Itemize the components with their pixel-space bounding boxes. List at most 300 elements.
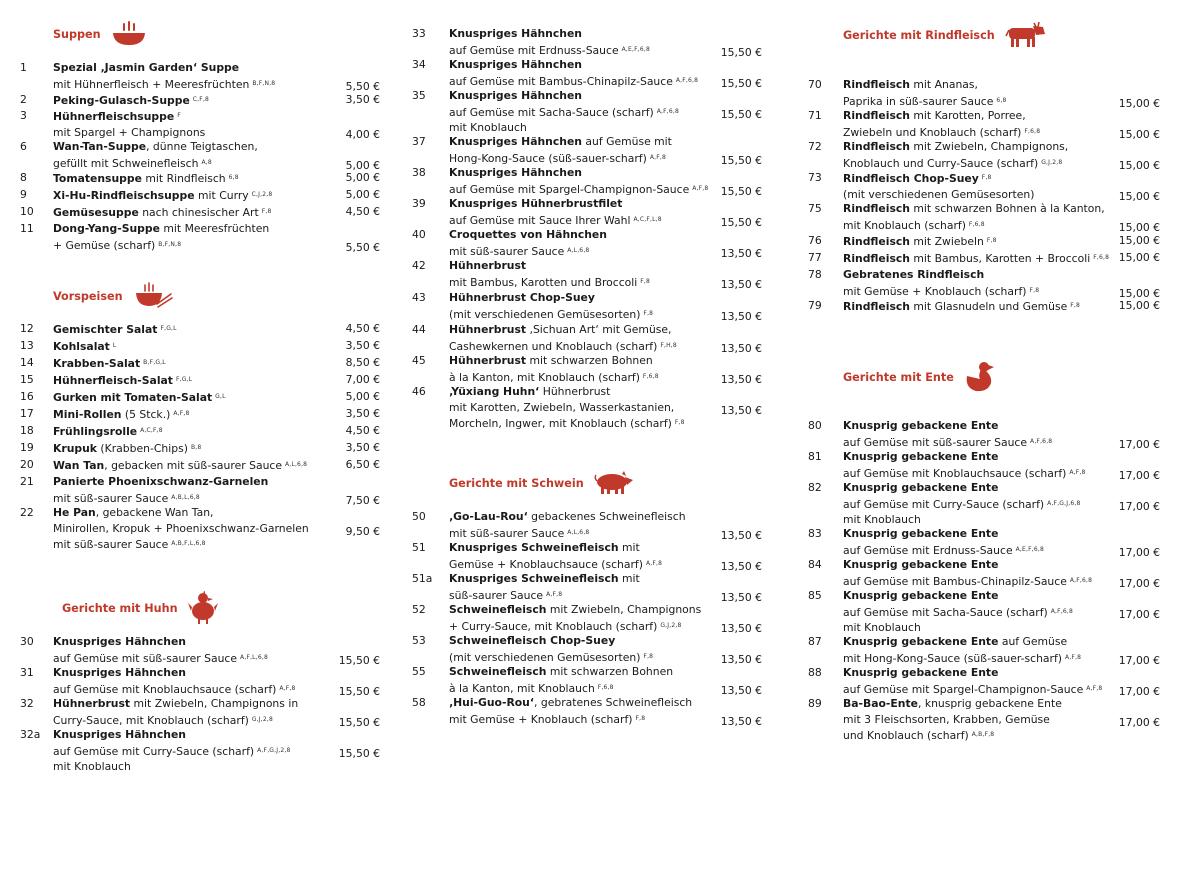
- item-text: Knoblauch und Curry-Sauce (scharf): [843, 156, 1039, 170]
- item-name: Rindfleisch: [843, 235, 910, 248]
- menu-item: [412, 258, 762, 289]
- description-line: [53, 204, 323, 221]
- item-price: 13,50 €: [720, 246, 762, 260]
- item-text: auf Gemüse mit Spargel-Champignon-Sauce: [843, 682, 1084, 696]
- item-text: mit Meeresfrüchten: [159, 222, 270, 235]
- item-number: 21: [20, 475, 34, 488]
- item-price: 13,50 €: [720, 403, 762, 417]
- item-text: mit Zwiebeln, Champignons in: [130, 697, 299, 710]
- allergen-codes: F,8: [640, 277, 651, 285]
- description-line: [449, 400, 713, 416]
- menu-item: [808, 526, 1160, 557]
- item-name: ‚Hui-Guo-Rou‘: [449, 696, 534, 709]
- item-price: 15,50 €: [338, 746, 380, 760]
- menu-item: [412, 509, 762, 540]
- item-description: [843, 170, 1097, 202]
- item-description: [449, 540, 713, 572]
- item-text: auf Gemüse mit Sauce Ihrer Wahl: [449, 213, 631, 227]
- description-line: [53, 665, 323, 681]
- description-line: [843, 201, 1105, 217]
- menu-item: [20, 727, 380, 774]
- item-text: mit Gemüse + Knoblauch (scharf): [449, 712, 633, 726]
- description-line: [843, 465, 1097, 482]
- menu-item: [20, 170, 380, 186]
- item-text: mit Bambus, Karotten und Broccoli: [449, 275, 638, 289]
- description-line: [53, 187, 323, 204]
- menu-item: [20, 406, 380, 422]
- menu-item: [808, 170, 1160, 201]
- item-text: mit Knoblauch: [843, 513, 921, 527]
- menu-item: [412, 196, 762, 227]
- description-line: [449, 618, 713, 635]
- description-line: [843, 250, 1110, 267]
- section-header-rindfleisch: [808, 20, 1160, 50]
- allergen-codes: G,L: [215, 393, 226, 400]
- section-title: Gerichte mit Rindfleisch: [843, 28, 995, 42]
- menu-item: [20, 696, 380, 727]
- menu-item: [808, 449, 1160, 480]
- menu-item: [20, 108, 380, 139]
- description-line: [53, 505, 323, 521]
- allergen-codes: F,8: [1070, 302, 1081, 309]
- menu-item: [412, 57, 762, 88]
- description-line: [53, 389, 323, 406]
- item-number: 45: [412, 354, 426, 367]
- item-price: 17,00 €: [1118, 715, 1160, 729]
- item-name: Hühnerfleisch-Salat: [53, 374, 173, 387]
- allergen-codes: 6,8: [228, 174, 239, 181]
- menu-item: [412, 353, 762, 384]
- description-line: [53, 712, 323, 729]
- item-number: 3: [20, 109, 27, 122]
- description-line: [53, 759, 323, 775]
- description-line: [449, 258, 713, 274]
- item-description: [843, 77, 1097, 109]
- description-line: [53, 681, 323, 698]
- description-line: [53, 76, 323, 93]
- item-price: 3,50 €: [345, 93, 380, 106]
- item-description: [843, 139, 1097, 171]
- description-line: [449, 680, 713, 697]
- item-text: mit Knoblauch (scharf): [843, 218, 966, 232]
- menu-item: [808, 108, 1160, 139]
- item-name: Panierte Phoenixschwanz-Garnelen: [53, 475, 269, 488]
- item-number: 88: [808, 666, 822, 679]
- item-text: mit schwarzen Bohnen: [526, 354, 653, 367]
- description-line: [53, 474, 323, 490]
- allergen-codes: F,8: [643, 652, 654, 660]
- item-price: 13,50 €: [720, 652, 762, 666]
- chicken-icon: [188, 591, 218, 625]
- description-line: [449, 587, 713, 604]
- item-price: 15,00 €: [1118, 189, 1160, 203]
- item-text: auf Gemüse mit Knoblauchsauce (scharf): [843, 466, 1067, 480]
- item-description: [843, 588, 1097, 636]
- item-price: 5,50 €: [345, 240, 380, 254]
- item-name: Knusprig gebackene Ente: [843, 666, 999, 679]
- item-name: Knuspriges Hähnchen: [449, 89, 582, 102]
- item-number: 19: [20, 441, 34, 454]
- item-price: 13,50 €: [720, 559, 762, 573]
- allergen-codes: A,F,8: [1069, 468, 1086, 476]
- item-number: 85: [808, 589, 822, 602]
- description-line: [843, 712, 1097, 728]
- item-description: [843, 298, 1097, 315]
- item-text: Paprika in süß-saurer Sauce: [843, 94, 994, 108]
- item-number: 22: [20, 506, 34, 519]
- allergen-codes: A,L,6,8: [567, 528, 590, 536]
- item-description: [53, 457, 323, 474]
- description-line: [449, 540, 713, 556]
- menu-column-3: [808, 0, 1160, 872]
- item-number: 31: [20, 666, 34, 679]
- item-price: 8,50 €: [345, 356, 380, 369]
- menu-item: [412, 227, 762, 258]
- item-name: Krupuk: [53, 442, 97, 455]
- item-text: mit Karotten, Zwiebeln, Wasserkastanien,: [449, 400, 675, 414]
- item-text: , dünne Teigtaschen,: [146, 140, 258, 153]
- item-number: 43: [412, 291, 426, 304]
- item-description: [53, 204, 323, 221]
- menu-item: [412, 88, 762, 135]
- item-number: 46: [412, 385, 426, 398]
- item-description: [843, 449, 1097, 481]
- allergen-codes: A,B,F,8: [971, 731, 995, 739]
- allergen-codes: A,C,F,L,8: [633, 215, 662, 223]
- allergen-codes: A,F,6,8: [675, 76, 699, 84]
- description-line: [53, 92, 323, 109]
- allergen-codes: F,6,8: [597, 683, 614, 691]
- item-price: 17,00 €: [1118, 499, 1160, 513]
- menu-item: [808, 634, 1160, 665]
- menu-column-2: [412, 0, 762, 872]
- item-price: 15,50 €: [338, 684, 380, 698]
- item-description: [843, 250, 1110, 267]
- description-line: [53, 423, 323, 440]
- description-line: [449, 134, 713, 150]
- item-text: mit Rindfleisch: [141, 172, 226, 185]
- allergen-codes: F,8: [643, 309, 654, 317]
- item-description: [53, 634, 323, 666]
- item-description: [53, 321, 323, 338]
- item-number: 72: [808, 140, 822, 153]
- item-text: (mit verschiedenen Gemüsesorten): [449, 307, 641, 321]
- menu-item: [412, 322, 762, 353]
- item-description: [449, 26, 713, 58]
- item-price: 13,50 €: [720, 528, 762, 542]
- item-description: [449, 322, 713, 354]
- item-number: 20: [20, 458, 34, 471]
- menu-item: [412, 290, 762, 321]
- allergen-codes: F,8: [674, 419, 685, 427]
- description-line: [449, 695, 713, 711]
- allergen-codes: A,F,8: [645, 559, 663, 567]
- item-price: 15,50 €: [720, 45, 762, 59]
- bowl-chopsticks-icon: [133, 282, 173, 310]
- item-description: [53, 338, 323, 355]
- menu-item: [20, 372, 380, 388]
- item-price: 4,00 €: [345, 127, 380, 141]
- description-line: [843, 233, 1097, 250]
- item-description: [53, 187, 323, 204]
- item-price: 15,50 €: [720, 107, 762, 121]
- menu-item: [20, 389, 380, 405]
- description-line: [53, 139, 323, 155]
- description-line: [843, 557, 1097, 573]
- allergen-codes: F,6,8: [1093, 254, 1110, 261]
- item-text: mit Bambus, Karotten + Broccoli: [909, 252, 1091, 265]
- item-description: [843, 634, 1097, 666]
- duck-icon: [964, 360, 994, 394]
- item-text: (mit verschiedenen Gemüsesorten): [843, 187, 1035, 201]
- item-name: Xi-Hu-Rindfleischsuppe: [53, 189, 195, 202]
- description-line: [449, 649, 713, 666]
- allergen-codes: A,F,G,J,2,8: [257, 746, 291, 754]
- allergen-codes: F,8: [986, 237, 997, 244]
- item-name: Gemüsesuppe: [53, 206, 139, 219]
- allergen-codes: 6,8: [996, 96, 1007, 104]
- menu-item: [412, 540, 762, 571]
- item-text: , gebratenes Schweinefleisch: [533, 696, 693, 709]
- item-text: auf Gemüse mit Sacha-Sauce (scharf): [449, 105, 654, 119]
- item-price: 15,00 €: [1118, 158, 1160, 172]
- allergen-codes: F,6,8: [642, 372, 659, 380]
- description-line: [53, 727, 323, 743]
- description-line: [449, 384, 713, 400]
- item-number: 81: [808, 450, 822, 463]
- item-number: 58: [412, 696, 426, 709]
- item-price: 15,00 €: [1118, 251, 1160, 264]
- item-description: [53, 221, 323, 253]
- allergen-codes: F,G,L: [175, 376, 193, 383]
- description-line: [449, 212, 713, 229]
- description-line: [449, 322, 713, 338]
- soup-bowl-icon: [111, 21, 147, 47]
- item-name: Mini-Rollen: [53, 408, 122, 421]
- item-text: Zwiebeln und Knoblauch (scharf): [843, 125, 1022, 139]
- item-number: 77: [808, 251, 822, 264]
- menu-item: [20, 321, 380, 337]
- item-number: 34: [412, 58, 426, 71]
- item-description: [53, 92, 323, 109]
- item-text: mit Curry: [194, 189, 249, 202]
- item-name: Gebratenes Rindfleisch: [843, 268, 985, 281]
- item-number: 79: [808, 299, 822, 312]
- item-text: mit schwarzen Bohnen à la Kanton,: [909, 202, 1105, 215]
- item-number: 15: [20, 373, 34, 386]
- allergen-codes: A,F,8: [173, 410, 190, 417]
- item-number: 16: [20, 390, 34, 403]
- item-name: Knusprig gebackene Ente: [843, 635, 999, 648]
- item-text: Hühnerbrust: [539, 385, 611, 398]
- item-number: 83: [808, 527, 822, 540]
- item-text: + Gemüse (scharf): [53, 238, 156, 252]
- description-line: [53, 237, 323, 254]
- section-header-schwein: [412, 468, 762, 498]
- item-number: 35: [412, 89, 426, 102]
- section-header-ente: [808, 362, 1160, 392]
- item-price: 13,50 €: [720, 372, 762, 386]
- item-name: Knuspriges Hähnchen: [53, 635, 186, 648]
- allergen-codes: A,B,F,L,6,8: [171, 540, 206, 548]
- description-line: [843, 634, 1097, 650]
- item-description: [843, 108, 1097, 140]
- menu-item: [20, 423, 380, 439]
- item-description: [449, 571, 713, 603]
- item-description: [449, 57, 713, 89]
- description-line: [53, 406, 323, 423]
- item-price: 5,00 €: [345, 188, 380, 201]
- item-price: 17,00 €: [1118, 545, 1160, 559]
- item-description: [449, 664, 713, 696]
- menu-item: [20, 92, 380, 108]
- item-name: Kohlsalat: [53, 340, 110, 353]
- allergen-codes: A,8: [201, 158, 212, 166]
- allergen-codes: A,F,G,J,6,8: [1047, 499, 1081, 507]
- item-text: mit Hühnerfleisch + Meeresfrüchten: [53, 77, 250, 91]
- item-text: auf Gemüse mit Erdnuss-Sauce: [843, 543, 1013, 557]
- item-text: auf Gemüse mit Bambus-Chinapilz-Sauce: [449, 74, 673, 88]
- menu-item: [20, 187, 380, 203]
- menu-item: [412, 384, 762, 431]
- item-description: [449, 384, 713, 432]
- description-line: [53, 650, 323, 667]
- item-number: 37: [412, 135, 426, 148]
- item-description: [53, 440, 323, 457]
- item-number: 76: [808, 234, 822, 247]
- item-price: 5,00 €: [345, 158, 380, 172]
- item-description: [53, 423, 323, 440]
- item-description: [843, 267, 1097, 299]
- item-name: Knusprig gebackene Ente: [843, 481, 999, 494]
- menu-item: [412, 633, 762, 664]
- item-name: Wan Tan: [53, 459, 105, 472]
- allergen-codes: F,8: [981, 174, 992, 181]
- item-number: 32: [20, 697, 34, 710]
- item-name: Rindfleisch: [843, 78, 910, 91]
- item-description: [53, 474, 323, 506]
- description-line: [449, 556, 713, 573]
- item-description: [449, 633, 713, 665]
- description-line: [449, 57, 713, 73]
- item-name: Rindfleisch: [843, 109, 910, 122]
- item-price: 3,50 €: [345, 441, 380, 454]
- menu-item: [20, 634, 380, 665]
- item-name: Knuspriges Hähnchen: [53, 728, 186, 741]
- description-line: [449, 525, 713, 542]
- description-line: [843, 108, 1097, 124]
- item-text: mit süß-saurer Sauce: [53, 491, 169, 505]
- item-number: 55: [412, 665, 426, 678]
- description-line: [843, 526, 1097, 542]
- item-number: 52: [412, 603, 426, 616]
- item-text: à la Kanton, mit Knoblauch: [449, 681, 595, 695]
- item-number: 44: [412, 323, 426, 336]
- item-price: 13,50 €: [720, 277, 762, 291]
- description-line: [843, 267, 1097, 283]
- item-number: 40: [412, 228, 426, 241]
- description-line: [449, 711, 713, 728]
- item-text: mit süß-saurer Sauce: [449, 526, 565, 540]
- description-line: [843, 434, 1097, 451]
- item-description: [53, 108, 323, 140]
- menu-item: [20, 474, 380, 505]
- item-price: 7,50 €: [345, 493, 380, 507]
- item-text: gefüllt mit Schweinefleisch: [53, 156, 199, 170]
- allergen-codes: F: [177, 112, 181, 119]
- description-line: [843, 542, 1097, 559]
- item-number: 80: [808, 419, 822, 432]
- item-text: + Curry-Sauce, mit Knoblauch (scharf): [449, 619, 658, 633]
- allergen-codes: B,F,N,8: [158, 240, 182, 248]
- description-line: [449, 26, 713, 42]
- item-number: 2: [20, 93, 27, 106]
- section-header-vorspeisen: [20, 281, 380, 311]
- item-number: 75: [808, 202, 822, 215]
- item-description: [53, 406, 323, 423]
- description-line: [843, 650, 1097, 667]
- section-title: Suppen: [53, 27, 101, 41]
- allergen-codes: F,8: [261, 208, 272, 215]
- item-description: [449, 695, 713, 727]
- item-text: nach chinesischer Art: [138, 206, 259, 219]
- description-line: [449, 571, 713, 587]
- description-line: [449, 353, 713, 369]
- menu-item: [808, 418, 1160, 449]
- allergen-codes: C,F,8: [192, 96, 210, 103]
- item-name: Ba-Bao-Ente: [843, 697, 918, 710]
- item-price: 17,00 €: [1118, 576, 1160, 590]
- item-description: [449, 290, 713, 322]
- item-text: , knusprig gebackene Ente: [917, 697, 1062, 710]
- item-number: 50: [412, 510, 426, 523]
- item-name: Knusprig gebackene Ente: [843, 558, 999, 571]
- description-line: [449, 73, 713, 90]
- menu-item: [808, 298, 1160, 314]
- item-text: mit: [618, 541, 640, 554]
- item-name: Croquettes von Hähnchen: [449, 228, 607, 241]
- description-line: [53, 321, 323, 338]
- item-description: [843, 526, 1097, 558]
- item-description: [53, 505, 323, 553]
- item-number: 1: [20, 61, 27, 74]
- item-price: 3,50 €: [345, 339, 380, 352]
- description-line: [843, 217, 1097, 234]
- item-description: [449, 88, 713, 136]
- item-price: 15,50 €: [338, 653, 380, 667]
- item-text: auf Gemüse mit Curry-Sauce (scharf): [843, 497, 1045, 511]
- item-number: 14: [20, 356, 34, 369]
- allergen-codes: A,F,6,8: [1069, 576, 1093, 584]
- description-line: [843, 124, 1097, 141]
- item-number: 32a: [20, 728, 41, 741]
- item-number: 73: [808, 171, 822, 184]
- description-line: [843, 139, 1097, 155]
- item-text: mit 3 Fleischsorten, Krabben, Gemüse: [843, 712, 1050, 726]
- menu-item: [412, 571, 762, 602]
- item-price: 17,00 €: [1118, 684, 1160, 698]
- menu-item: [20, 338, 380, 354]
- allergen-codes: A,F,8: [1086, 684, 1103, 692]
- item-text: auf Gemüse mit Knoblauchsauce (scharf): [53, 682, 277, 696]
- description-line: [53, 457, 323, 474]
- section-header-suppen: [20, 19, 380, 49]
- description-line: [843, 187, 1097, 203]
- section-title: Gerichte mit Schwein: [449, 476, 584, 490]
- allergen-codes: A,F,L,6,8: [240, 653, 268, 661]
- item-text: süß-saurer Sauce: [449, 588, 544, 602]
- description-line: [843, 727, 1097, 744]
